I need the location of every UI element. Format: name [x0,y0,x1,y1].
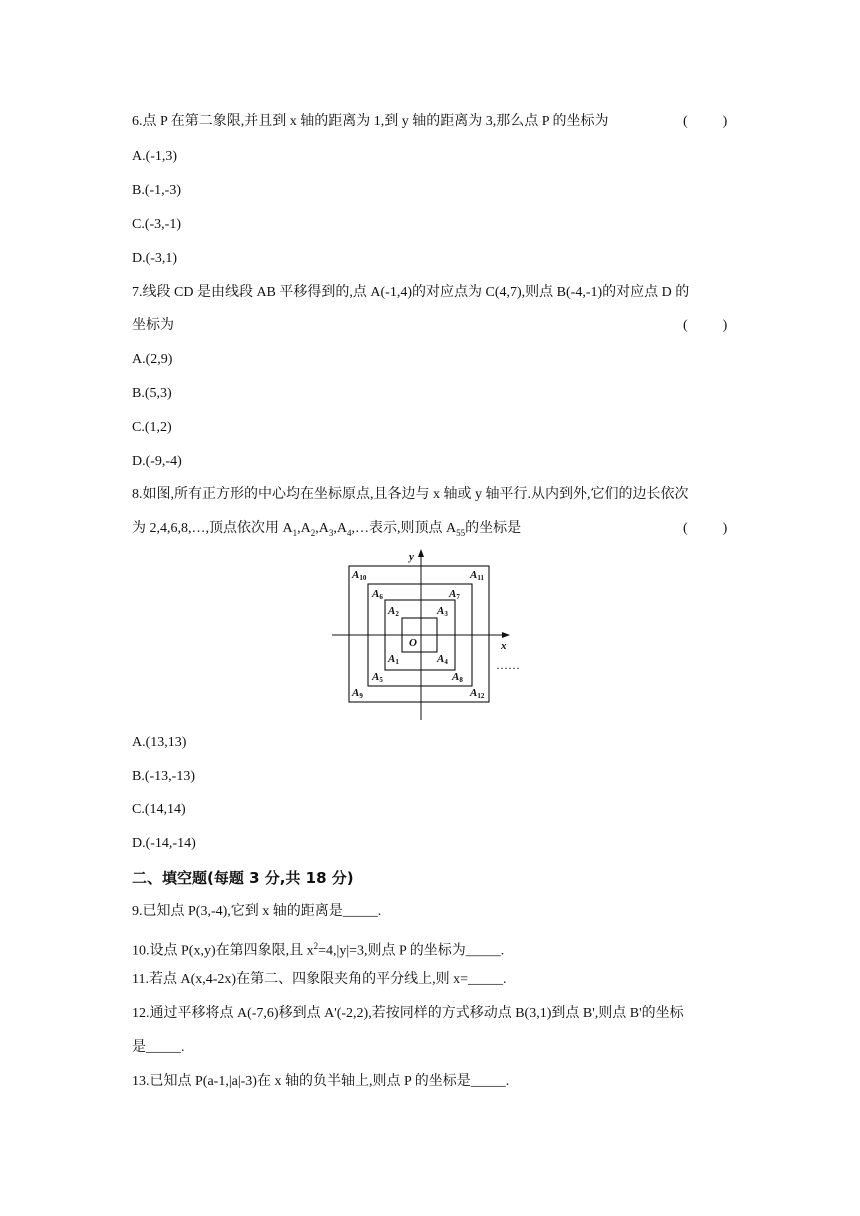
q8-option-d: D.(-14,-14) [132,836,196,851]
y-axis-arrow [418,549,424,557]
q8-option-c: C.(14,14) [132,802,186,817]
nested-squares-diagram [330,546,520,721]
vertex-label-a5: A5 [372,671,383,684]
x-axis-label: x [501,640,507,652]
q11-text: 11.若点 A(x,4-2x)在第二、四象限夹角的平分线上,则 x=_____. [132,972,507,987]
origin-label: O [409,637,417,649]
q8-option-b: B.(-13,-13) [132,769,195,784]
q8-option-a: A.(13,13) [132,735,187,750]
q7-stem-line1: 7.线段 CD 是由线段 AB 平移得到的,点 A(-1,4)的对应点为 C(4,7),则点 B(-4,-1)的对应点 D 的 [132,285,690,300]
q7-option-b: B.(5,3) [132,386,172,401]
nested-squares-figure [330,546,520,721]
q7-option-d: D.(-9,-4) [132,454,182,469]
q8-answer-paren: ( ) [683,521,728,536]
x-axis-arrow [502,632,510,638]
q7-option-c: C.(1,2) [132,420,172,435]
vertex-label-a6: A6 [372,588,383,601]
vertex-label-a9: A9 [352,687,363,700]
vertex-label-a1: A1 [388,653,399,666]
vertex-label-a2: A2 [388,605,399,618]
q12-line1: 12.通过平移将点 A(-7,6)移到点 A'(-2,2),若按同样的方式移动点 B(3,1)到点 B',则点 B'的坐标 [132,1006,684,1021]
q10-text: 10.设点 P(x,y)在第四象限,且 $x^2=4,|y|=3$,则点 P 的坐标为_____. [132,941,505,959]
vertex-label-a8: A8 [452,671,463,684]
ellipsis-mark: …… [496,658,520,672]
q6-option-c: C.(-3,-1) [132,217,181,232]
q8-stem-line2: 为 2,4,6,8,…,顶点依次用 $A_1,A_2,A_3,A_4,\dots$表示,则顶点 $A_{55}$的坐标是 [132,521,522,538]
q6-option-b: B.(-1,-3) [132,183,181,198]
q7-stem-line2: 坐标为 [132,318,174,333]
vertex-label-a7: A7 [449,588,460,601]
q6-answer-paren: ( ) [683,114,728,129]
q7-option-a: A.(2,9) [132,352,173,367]
vertex-label-a10: A10 [352,569,367,582]
q8-stem-line1: 8.如图,所有正方形的中心均在坐标原点,且各边与 x 轴或 y 轴平行.从内到外,它们的边长依次 [132,487,689,502]
q12-line2: 是_____. [132,1040,185,1055]
q7-answer-paren: ( ) [683,318,728,333]
y-axis-label: y [409,551,414,563]
vertex-label-a3: A3 [437,605,448,618]
vertex-label-a11: A11 [470,569,484,582]
q6-stem: 6.点 P 在第二象限,并且到 x 轴的距离为 1,到 y 轴的距离为 3,那么点 P 的坐标为 [132,114,609,129]
section-title-fill-in: 二、填空题(每题 3 分,共 18 分) [132,869,354,887]
vertex-label-a12: A12 [470,687,485,700]
vertex-label-a4: A4 [437,653,448,666]
q13-text: 13.已知点 P(a-1,|a|-3)在 x 轴的负半轴上,则点 P 的坐标是_____. [132,1074,510,1089]
q6-option-d: D.(-3,1) [132,251,178,266]
q6-option-a: A.(-1,3) [132,149,178,164]
square-4 [349,566,489,702]
q9-text: 9.已知点 P(3,-4),它到 x 轴的距离是_____. [132,904,382,919]
